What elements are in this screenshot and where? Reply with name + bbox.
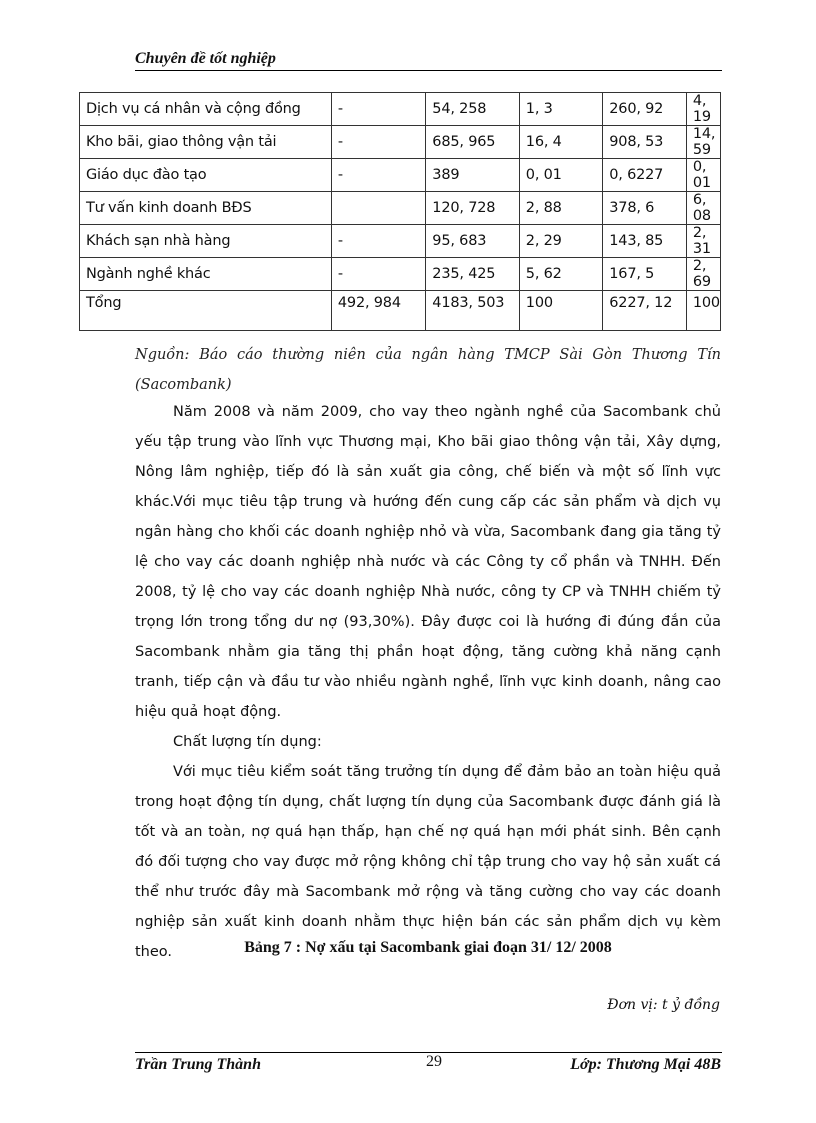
table-cell: 120, 728 [426,192,520,225]
paragraph: Năm 2008 và năm 2009, cho vay theo ngành nghề của Sacombank chủ yếu tập trung vào lĩnh vực Thương mại, Kho bãi giao thông vận tải, Xây dựng, Nông lâm nghiệp, tiếp đó là sản xuất gia công, chế biến và một số lĩnh vực khác. [135,404,721,510]
table-cell: 4, 19 [686,93,720,126]
table-caption: Bảng 7 : Nợ xấu tại Sacombank giai đoạn 31/ 12/ 2008 [244,939,612,956]
table-cell: 0, 6227 [603,159,687,192]
table-cell: 4183, 503 [426,291,520,331]
unit-note: Đơn vị: t ỷ đồng [607,997,720,1013]
section-heading: Chất lượng tín dụng: [173,734,322,750]
table-cell: 16, 4 [519,126,602,159]
table-cell: 1, 3 [519,93,602,126]
table-cell: 0, 01 [519,159,602,192]
table-cell: - [331,225,425,258]
footer-author: Trần Trung Thành [135,1056,261,1073]
table-cell: - [331,159,425,192]
table-cell: 95, 683 [426,225,520,258]
table-cell: 143, 85 [603,225,687,258]
paragraph: Với mục tiêu tập trung và hướng đến cung cấp các sản phẩm và dịch vụ ngân hàng cho khối các doanh nghiệp nhỏ và vừa, Sacombank đang gia tăng tỷ lệ cho vay các doanh nghiệp nhà nước và các Công ty cổ phần và TNHH. Đến 2008, tỷ lệ cho vay các doanh nghiệp Nhà nước, công ty CP và TNHH chiếm tỷ trọng lớn trong tổng dư nợ (93,30%). Đây được coi là hướng đi đúng đắn của Sacombank nhằm gia tăng thị phần hoạt động, tăng cường khả năng cạnh tranh, tiếp cận và đầu tư vào nhiều ngành nghề, lĩnh vực kinh doanh, nâng cao hiệu quả hoạt động. [135,494,721,720]
table-cell: 167, 5 [603,258,687,291]
table-row [80,93,721,126]
table-cell: Dịch vụ cá nhân và cộng đồng [80,93,332,126]
table-row [80,192,721,225]
table-cell: 54, 258 [426,93,520,126]
paragraph: Với mục tiêu kiểm soát tăng trưởng tín dụng để đảm bảo an toàn hiệu quả trong hoạt động tín dụng, chất lượng tín dụng của Sacombank được đánh giá là tốt và an toàn, nợ quá hạn thấp, hạn chế nợ quá hạn mới phát sinh. Bên cạnh đó đối tượng cho vay được mở rộng không chỉ tập trung cho vay hộ sản xuất cá thể như trước đây mà Sacombank mở rộng và tăng cường cho vay các doanh nghiệp sản xuất kinh doanh nhằm thực hiện bán các sản phẩm dịch vụ kèm theo. [135,764,721,960]
source-note: Nguồn: Báo cáo thường niên của ngân hàng TMCP Sài Gòn Thương Tín (Sacombank) [135,347,721,393]
table-cell: 5, 62 [519,258,602,291]
table-row [80,225,721,258]
table-cell: - [331,93,425,126]
table-cell: 260, 92 [603,93,687,126]
table-cell: 100 [519,291,602,331]
header-title: Chuyên đề tốt nghiệp [135,50,276,67]
table-cell: 908, 53 [603,126,687,159]
table-cell: Ngành nghề khác [80,258,332,291]
header-rule [135,70,722,71]
table-cell: - [331,258,425,291]
table-cell: Tổng [80,291,332,331]
table-cell: Giáo dục đào tạo [80,159,332,192]
table-cell: Tư vấn kinh doanh BĐS [80,192,332,225]
table-cell: 2, 31 [686,225,720,258]
table-cell: 378, 6 [603,192,687,225]
table-cell: 235, 425 [426,258,520,291]
table-cell: Kho bãi, giao thông vận tải [80,126,332,159]
table-cell: 389 [426,159,520,192]
table-cell [331,192,425,225]
table-cell: 492, 984 [331,291,425,331]
table-cell: 2, 69 [686,258,720,291]
table-cell: 100 [686,291,720,331]
credit-by-sector-table [79,92,721,331]
table-cell: 0, 01 [686,159,720,192]
table-cell: 2, 88 [519,192,602,225]
table-cell: 6, 08 [686,192,720,225]
table-cell: - [331,126,425,159]
table-row [80,159,721,192]
table-row-total [80,291,721,331]
table-cell: 685, 965 [426,126,520,159]
page-number: 29 [426,1053,442,1070]
table-cell: 14, 59 [686,126,720,159]
table-row [80,258,721,291]
table-row [80,126,721,159]
table-cell: 2, 29 [519,225,602,258]
footer-class: Lớp: Thương Mại 48B [570,1056,721,1073]
table-cell: Khách sạn nhà hàng [80,225,332,258]
table-cell: 6227, 12 [603,291,687,331]
